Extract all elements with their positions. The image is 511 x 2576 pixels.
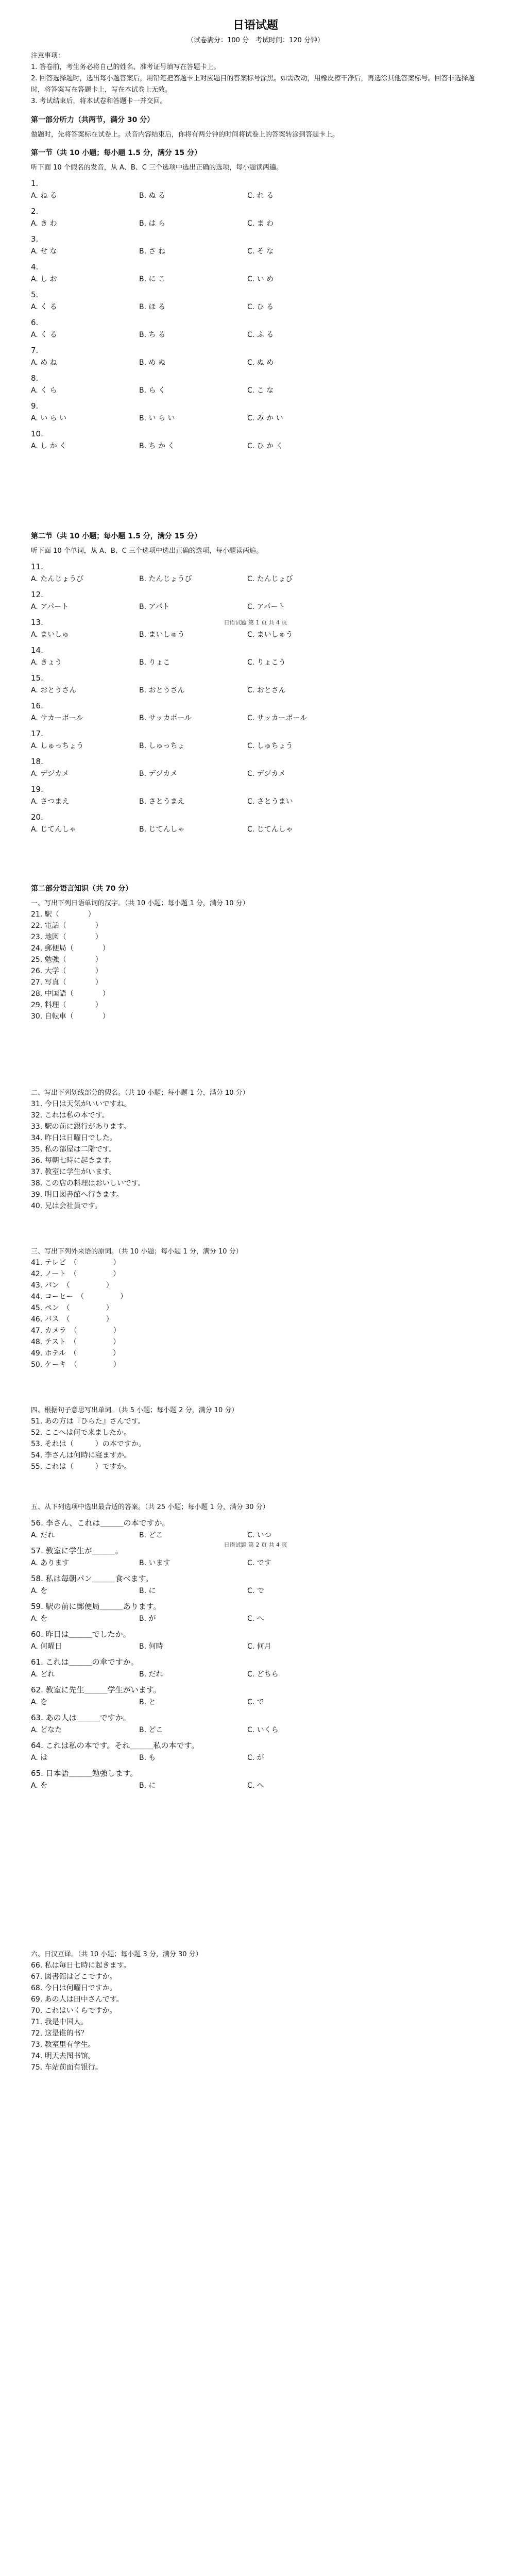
mc-question-text: 58. 私は毎朝パン＿＿＿食べます。 (31, 1574, 154, 1583)
option: A. く る (31, 303, 57, 311)
mc-options (31, 1586, 480, 1596)
option: A. め ね (31, 359, 57, 367)
question-number: 10. (31, 429, 43, 438)
question-options (31, 302, 480, 312)
part2-s2: 二、写出下列划线部分的假名。（共 10 小题；每小题 1 分，满分 10 分） (31, 1089, 249, 1097)
mc-option: C. で (247, 1587, 264, 1595)
mc-option: A. だれ (31, 1531, 55, 1539)
option: A. まいしゅ (31, 631, 70, 639)
part1-sec1: 第一节（共 10 小题；每小题 1.5 分，满分 15 分） (31, 149, 202, 157)
option: A. デジカメ (31, 770, 69, 778)
part2-s4: 四、根据句子意思写出单词。（共 5 小题；每小题 2 分，满分 10 分） (31, 1406, 239, 1414)
mc-question (31, 1657, 480, 1680)
exam-item: 36. 毎朝七時に起きます。 (31, 1157, 116, 1165)
exam-item: 42. ノート （ ） (31, 1270, 121, 1278)
exam-item: 53. それは（ ）の本ですか。 (31, 1440, 146, 1448)
mc-option: A. どれ (31, 1670, 55, 1679)
part1-sec2-note: 听下面 10 个单词，从 A、B、C 三个选项中选出正确的选项，每小题读两遍。 (31, 547, 263, 555)
question (31, 401, 480, 423)
exam-item: 55. これは（ ）ですか。 (31, 1463, 131, 1471)
exam-item: 72. 这是谁的书？ (31, 2029, 88, 2038)
option: C. そ な (247, 247, 274, 256)
instructions (31, 50, 480, 107)
question-number: 2. (31, 207, 39, 216)
exam-item: 66. 私は毎日七時に起きます。 (31, 1961, 131, 1970)
exam-item: 22. 電話（ ） (31, 922, 103, 930)
mc-options (31, 1753, 480, 1763)
option: C. デジカメ (247, 770, 286, 778)
mc-question (31, 1573, 480, 1596)
mc-option: B. どこ (139, 1726, 163, 1734)
mc-question-text: 56. 李さん、これは＿＿＿の本ですか。 (31, 1518, 170, 1528)
mc-option: A. を (31, 1615, 48, 1623)
mc-option: A. どなた (31, 1726, 62, 1734)
part1-sec2: 第二节（共 10 小题；每小题 1.5 分，满分 15 分） (31, 532, 202, 540)
mc-option: A. あります (31, 1559, 70, 1567)
exam-item: 32. これは私の本です。 (31, 1111, 109, 1120)
mc-option: B. います (139, 1559, 171, 1567)
option: B. デジカメ (139, 770, 178, 778)
option: B. まいしゅう (139, 631, 185, 639)
exam-item: 73. 教室里有学生。 (31, 2041, 95, 2049)
option: C. こ な (247, 386, 274, 395)
question (31, 429, 480, 451)
part2-s6: 六、日汉互译。（共 10 小题；每小题 3 分，满分 30 分） (31, 1951, 202, 1958)
page-footer-2: 日语试题 第 2 页 共 4 页 (224, 1541, 287, 1548)
option: C. りょこう (247, 658, 286, 667)
question (31, 345, 480, 368)
mc-options (31, 1558, 480, 1568)
part2-s3: 三、写出下列外来语的原词。（共 10 小题；每小题 1 分，满分 10 分） (31, 1248, 243, 1256)
mc-question (31, 1546, 480, 1568)
question-number: 6. (31, 318, 39, 327)
question-number: 16. (31, 701, 43, 710)
mc-options (31, 1530, 480, 1540)
part1-note: 做题时，先将答案标在试卷上。录音内容结束后，你将有两分钟的时间将试卷上的答案转涂到答题卡上。 (31, 131, 339, 139)
option: A. さつまえ (31, 798, 70, 806)
mc-question (31, 1768, 480, 1791)
mc-option: B. が (139, 1615, 156, 1623)
exam-item: 38. この店の料理はおいしいです。 (31, 1179, 145, 1188)
question (31, 206, 480, 229)
s4-items (31, 1416, 480, 1472)
question-number: 19. (31, 785, 43, 794)
question-options (31, 574, 480, 584)
question (31, 317, 480, 340)
mc-options (31, 1614, 480, 1624)
option: C. サッカーボール (247, 714, 308, 722)
option: C. じてんしゃ (247, 825, 293, 834)
question-options (31, 358, 480, 368)
listening-questions-1 (31, 178, 480, 451)
question-options (31, 246, 480, 257)
exam-item: 47. カメラ （ ） (31, 1327, 121, 1335)
option: C. ひ か く (247, 442, 283, 450)
exam-item: 69. あの人は田中さんです。 (31, 1995, 124, 2004)
question-number: 20. (31, 812, 43, 822)
option: A. ね る (31, 192, 57, 200)
mc-option: A. は (31, 1754, 48, 1762)
mc-question-text: 63. あの人は＿＿＿ですか。 (31, 1713, 131, 1722)
question-number: 11. (31, 562, 43, 571)
question-number: 7. (31, 346, 39, 355)
exam-item: 21. 駅（ ） (31, 910, 95, 919)
option: B. ち る (139, 331, 165, 339)
question (31, 373, 480, 396)
option: B. め ぬ (139, 359, 165, 367)
option: B. じてんしゃ (139, 825, 185, 834)
question (31, 645, 480, 668)
option: C. れ る (247, 192, 274, 200)
option: A. おとうさん (31, 686, 77, 694)
mc-option: A. を (31, 1587, 48, 1595)
exam-item: 31. 今日は天気がいいですね。 (31, 1100, 131, 1108)
option: C. さとうまい (247, 798, 293, 806)
part2-head: 第二部分语言知识（共 70 分） (31, 885, 133, 893)
mc-option: C. へ (247, 1782, 264, 1790)
mc-options (31, 1697, 480, 1707)
mc-option: C. へ (247, 1615, 264, 1623)
question-options (31, 191, 480, 201)
option: C. アパート (247, 603, 285, 611)
question-options (31, 630, 480, 640)
question-options (31, 330, 480, 340)
option: B. は ら (139, 219, 165, 228)
mc-option: B. も (139, 1754, 156, 1762)
instruction-line: 1. 答卷前，考生务必将自己的姓名、准考证号填写在答题卡上。 (31, 63, 220, 71)
exam-item: 68. 今日は何曜日ですか。 (31, 1984, 117, 1992)
mc-options (31, 1669, 480, 1680)
question-number: 17. (31, 729, 43, 738)
question-number: 9. (31, 401, 39, 411)
option: B. おとうさん (139, 686, 185, 694)
mc-question-text: 65. 日本語＿＿＿勉強します。 (31, 1769, 138, 1778)
option: A. アパート (31, 603, 69, 611)
question-options (31, 769, 480, 779)
exam-item: 35. 私の部屋は二階です。 (31, 1145, 116, 1154)
question-options (31, 796, 480, 807)
question-options (31, 218, 480, 229)
question (31, 701, 480, 723)
mc-option: A. を (31, 1782, 48, 1790)
option: C. ひ る (247, 303, 274, 311)
mc-option: C. どちら (247, 1670, 279, 1679)
mc-question-text: 62. 教室に先生＿＿＿学生がいます。 (31, 1685, 161, 1694)
mc-option: B. と (139, 1698, 156, 1706)
option: A. きょう (31, 658, 62, 667)
question (31, 673, 480, 696)
exam-item: 26. 大学（ ） (31, 967, 103, 975)
mc-option: C. いくら (247, 1726, 279, 1734)
question-number: 3. (31, 234, 39, 244)
mc-question-text: 60. 昨日は＿＿＿でしたか。 (31, 1630, 131, 1639)
option: B. サッカボール (139, 714, 192, 722)
question-options (31, 685, 480, 696)
question (31, 262, 480, 284)
mc-options (31, 1781, 480, 1791)
mc-option: C. で (247, 1698, 264, 1706)
question-options (31, 385, 480, 396)
mc-option: C. です (247, 1559, 271, 1567)
question-options (31, 657, 480, 668)
mc-option: A. を (31, 1698, 48, 1706)
option: C. まいしゅう (247, 631, 293, 639)
exam-item: 48. テスト （ ） (31, 1338, 121, 1346)
exam-item: 51. あの方は『ひらた』さんです。 (31, 1417, 145, 1426)
question-number: 12. (31, 590, 43, 599)
mc-question-text: 57. 教室に学生が＿＿＿。 (31, 1546, 123, 1555)
option: C. み か い (247, 414, 283, 422)
exam-item: 71. 我是中国人。 (31, 2018, 88, 2026)
exam-item: 33. 駅の前に銀行があります。 (31, 1123, 131, 1131)
option: B. アパト (139, 603, 170, 611)
exam-item: 24. 郵便局（ ） (31, 944, 110, 953)
exam-content (31, 12, 480, 2073)
option: B. さとうまえ (139, 798, 185, 806)
option: C. ぬ め (247, 359, 274, 367)
page-footer-1: 日语试题 第 1 页 共 4 页 (224, 619, 287, 626)
question (31, 728, 480, 751)
question (31, 290, 480, 312)
option: A. き わ (31, 219, 57, 228)
exam-item: 46. バス （ ） (31, 1315, 113, 1324)
exam-item: 43. パン （ ） (31, 1281, 113, 1290)
question-number: 18. (31, 757, 43, 766)
instruction-line: 2. 回答选择题时，选出每小题答案后，用铅笔把答题卡上对应题目的答案标号涂黑。如需改动，用橡皮擦干净后，再选涂其他答案标号。回答非选择题时，将答案写在答题卡上，写在本试卷上无效。 (31, 75, 475, 94)
question-options (31, 602, 480, 612)
option: A. たんじょうび (31, 575, 84, 583)
mc-question-text: 59. 駅の前に郵便局＿＿＿あります。 (31, 1602, 161, 1611)
exam-item: 27. 写真（ ） (31, 978, 103, 987)
mc-question (31, 1601, 480, 1624)
option: A. し お (31, 275, 57, 283)
mc-question (31, 1629, 480, 1652)
part2-s1: 一、写出下列日语单词的汉字。（共 10 小题；每小题 1 分，满分 10 分） (31, 900, 249, 907)
question-number: 13. (31, 618, 43, 627)
exam-item: 67. 図書館はどこですか。 (31, 1973, 117, 1981)
question-options (31, 274, 480, 284)
page-subtitle: （试卷满分：100 分 考试时间：120 分钟） (187, 37, 324, 44)
exam-item: 50. ケーキ （ ） (31, 1361, 121, 1369)
exam-item: 23. 地図（ ） (31, 933, 103, 941)
part2-s5: 五、从下列选项中选出最合适的答案。（共 25 小题；每小题 1 分，满分 30 分） (31, 1503, 269, 1511)
exam-item: 30. 自転車（ ） (31, 1012, 110, 1021)
mc-options (31, 1641, 480, 1652)
question-options (31, 741, 480, 751)
option: B. りょこ (139, 658, 171, 667)
exam-item: 75. 车站前面有银行。 (31, 2063, 103, 2072)
exam-item: 49. ホテル （ ） (31, 1349, 121, 1358)
page-title: 日语试题 (232, 19, 278, 32)
option: C. ま わ (247, 219, 274, 228)
question-number: 1. (31, 179, 39, 188)
exam-item: 74. 明天去图书馆。 (31, 2052, 95, 2060)
option: B. しゅっちょ (139, 742, 185, 750)
s2-items (31, 1098, 480, 1212)
question-options (31, 413, 480, 423)
question (31, 234, 480, 257)
exam-item: 54. 李さんは何時に寝ますか。 (31, 1451, 131, 1460)
question-options (31, 713, 480, 723)
exam-item: 39. 明日図書館へ行きます。 (31, 1191, 124, 1199)
question (31, 178, 480, 201)
mc-question (31, 1685, 480, 1707)
question-number: 8. (31, 374, 39, 383)
option: B. たんじょうび (139, 575, 192, 583)
question-number: 15. (31, 673, 43, 683)
exam-item: 25. 勉強（ ） (31, 956, 103, 964)
mc-options (31, 1725, 480, 1735)
exam-item: 52. ここへは何で来ましたか。 (31, 1429, 131, 1437)
mc-question-text: 61. これは＿＿＿の傘ですか。 (31, 1657, 139, 1667)
question-number: 5. (31, 290, 39, 299)
option: A. しゅっちょう (31, 742, 84, 750)
mc-option: A. 何曜日 (31, 1642, 62, 1651)
exam-item: 37. 教室に学生がいます。 (31, 1168, 116, 1176)
s5-items (31, 1518, 480, 1791)
option: B. さ ね (139, 247, 165, 256)
question-number: 14. (31, 646, 43, 655)
option: C. ふ る (247, 331, 274, 339)
question (31, 562, 480, 584)
option: A. せ な (31, 247, 57, 256)
option: A. い ら い (31, 414, 67, 422)
question-options (31, 824, 480, 835)
instruction-line: 3. 考试结束后，将本试卷和答题卡一并交回。 (31, 97, 167, 105)
question (31, 812, 480, 835)
option: B. ら く (139, 386, 165, 395)
exam-item: 70. これはいくらですか。 (31, 2007, 117, 2015)
exam-item: 44. コーヒー （ ） (31, 1293, 128, 1301)
exam-item: 40. 兄は会社員です。 (31, 1202, 102, 1210)
option: B. ぬ る (139, 192, 165, 200)
question-number: 4. (31, 262, 39, 272)
mc-option: B. に (139, 1587, 156, 1595)
option: A. じてんしゃ (31, 825, 77, 834)
exam-item: 34. 昨日は日曜日でした。 (31, 1134, 117, 1142)
s6-items (31, 1960, 480, 2073)
mc-option: B. どこ (139, 1531, 163, 1539)
option: A. サカーボール (31, 714, 83, 722)
option: A. く る (31, 331, 57, 339)
question (31, 784, 480, 807)
mc-question (31, 1518, 480, 1540)
question (31, 589, 480, 612)
mc-option: B. 何時 (139, 1642, 163, 1651)
option: C. い め (247, 275, 274, 283)
exam-item: 28. 中国語（ ） (31, 990, 110, 998)
exam-item: 41. テレビ （ ） (31, 1259, 121, 1267)
option: A. く ら (31, 386, 57, 395)
question (31, 756, 480, 779)
exam-item: 29. 料理（ ） (31, 1001, 103, 1009)
listening-questions-2 (31, 562, 480, 835)
exam-item: 45. ペン （ ） (31, 1304, 113, 1312)
s1-items (31, 909, 480, 1022)
mc-option: B. に (139, 1782, 156, 1790)
option: A. し か く (31, 442, 67, 450)
mc-option: C. 何月 (247, 1642, 271, 1651)
option: B. ち か く (139, 442, 175, 450)
mc-question-text: 64. これは私の本です。それ＿＿＿私の本です。 (31, 1741, 199, 1750)
mc-question (31, 1740, 480, 1763)
instruction-line: 注意事项： (31, 52, 65, 60)
mc-option: B. だれ (139, 1670, 163, 1679)
mc-option: C. いつ (247, 1531, 271, 1539)
question-options (31, 441, 480, 451)
option: B. に こ (139, 275, 165, 283)
option: B. い ら い (139, 414, 175, 422)
option: C. たんじょび (247, 575, 293, 583)
part1-head: 第一部分听力（共两节，满分 30 分） (31, 116, 155, 124)
part1-sec1-note: 听下面 10 个假名的发音，从 A、B、C 三个选项中选出正确的选项，每小题读两遍。 (31, 164, 283, 172)
option: C. しゅちょう (247, 742, 293, 750)
s3-items (31, 1257, 480, 1370)
mc-option: C. が (247, 1754, 264, 1762)
mc-question (31, 1713, 480, 1735)
option: C. おとさん (247, 686, 286, 694)
option: B. ほ る (139, 303, 165, 311)
